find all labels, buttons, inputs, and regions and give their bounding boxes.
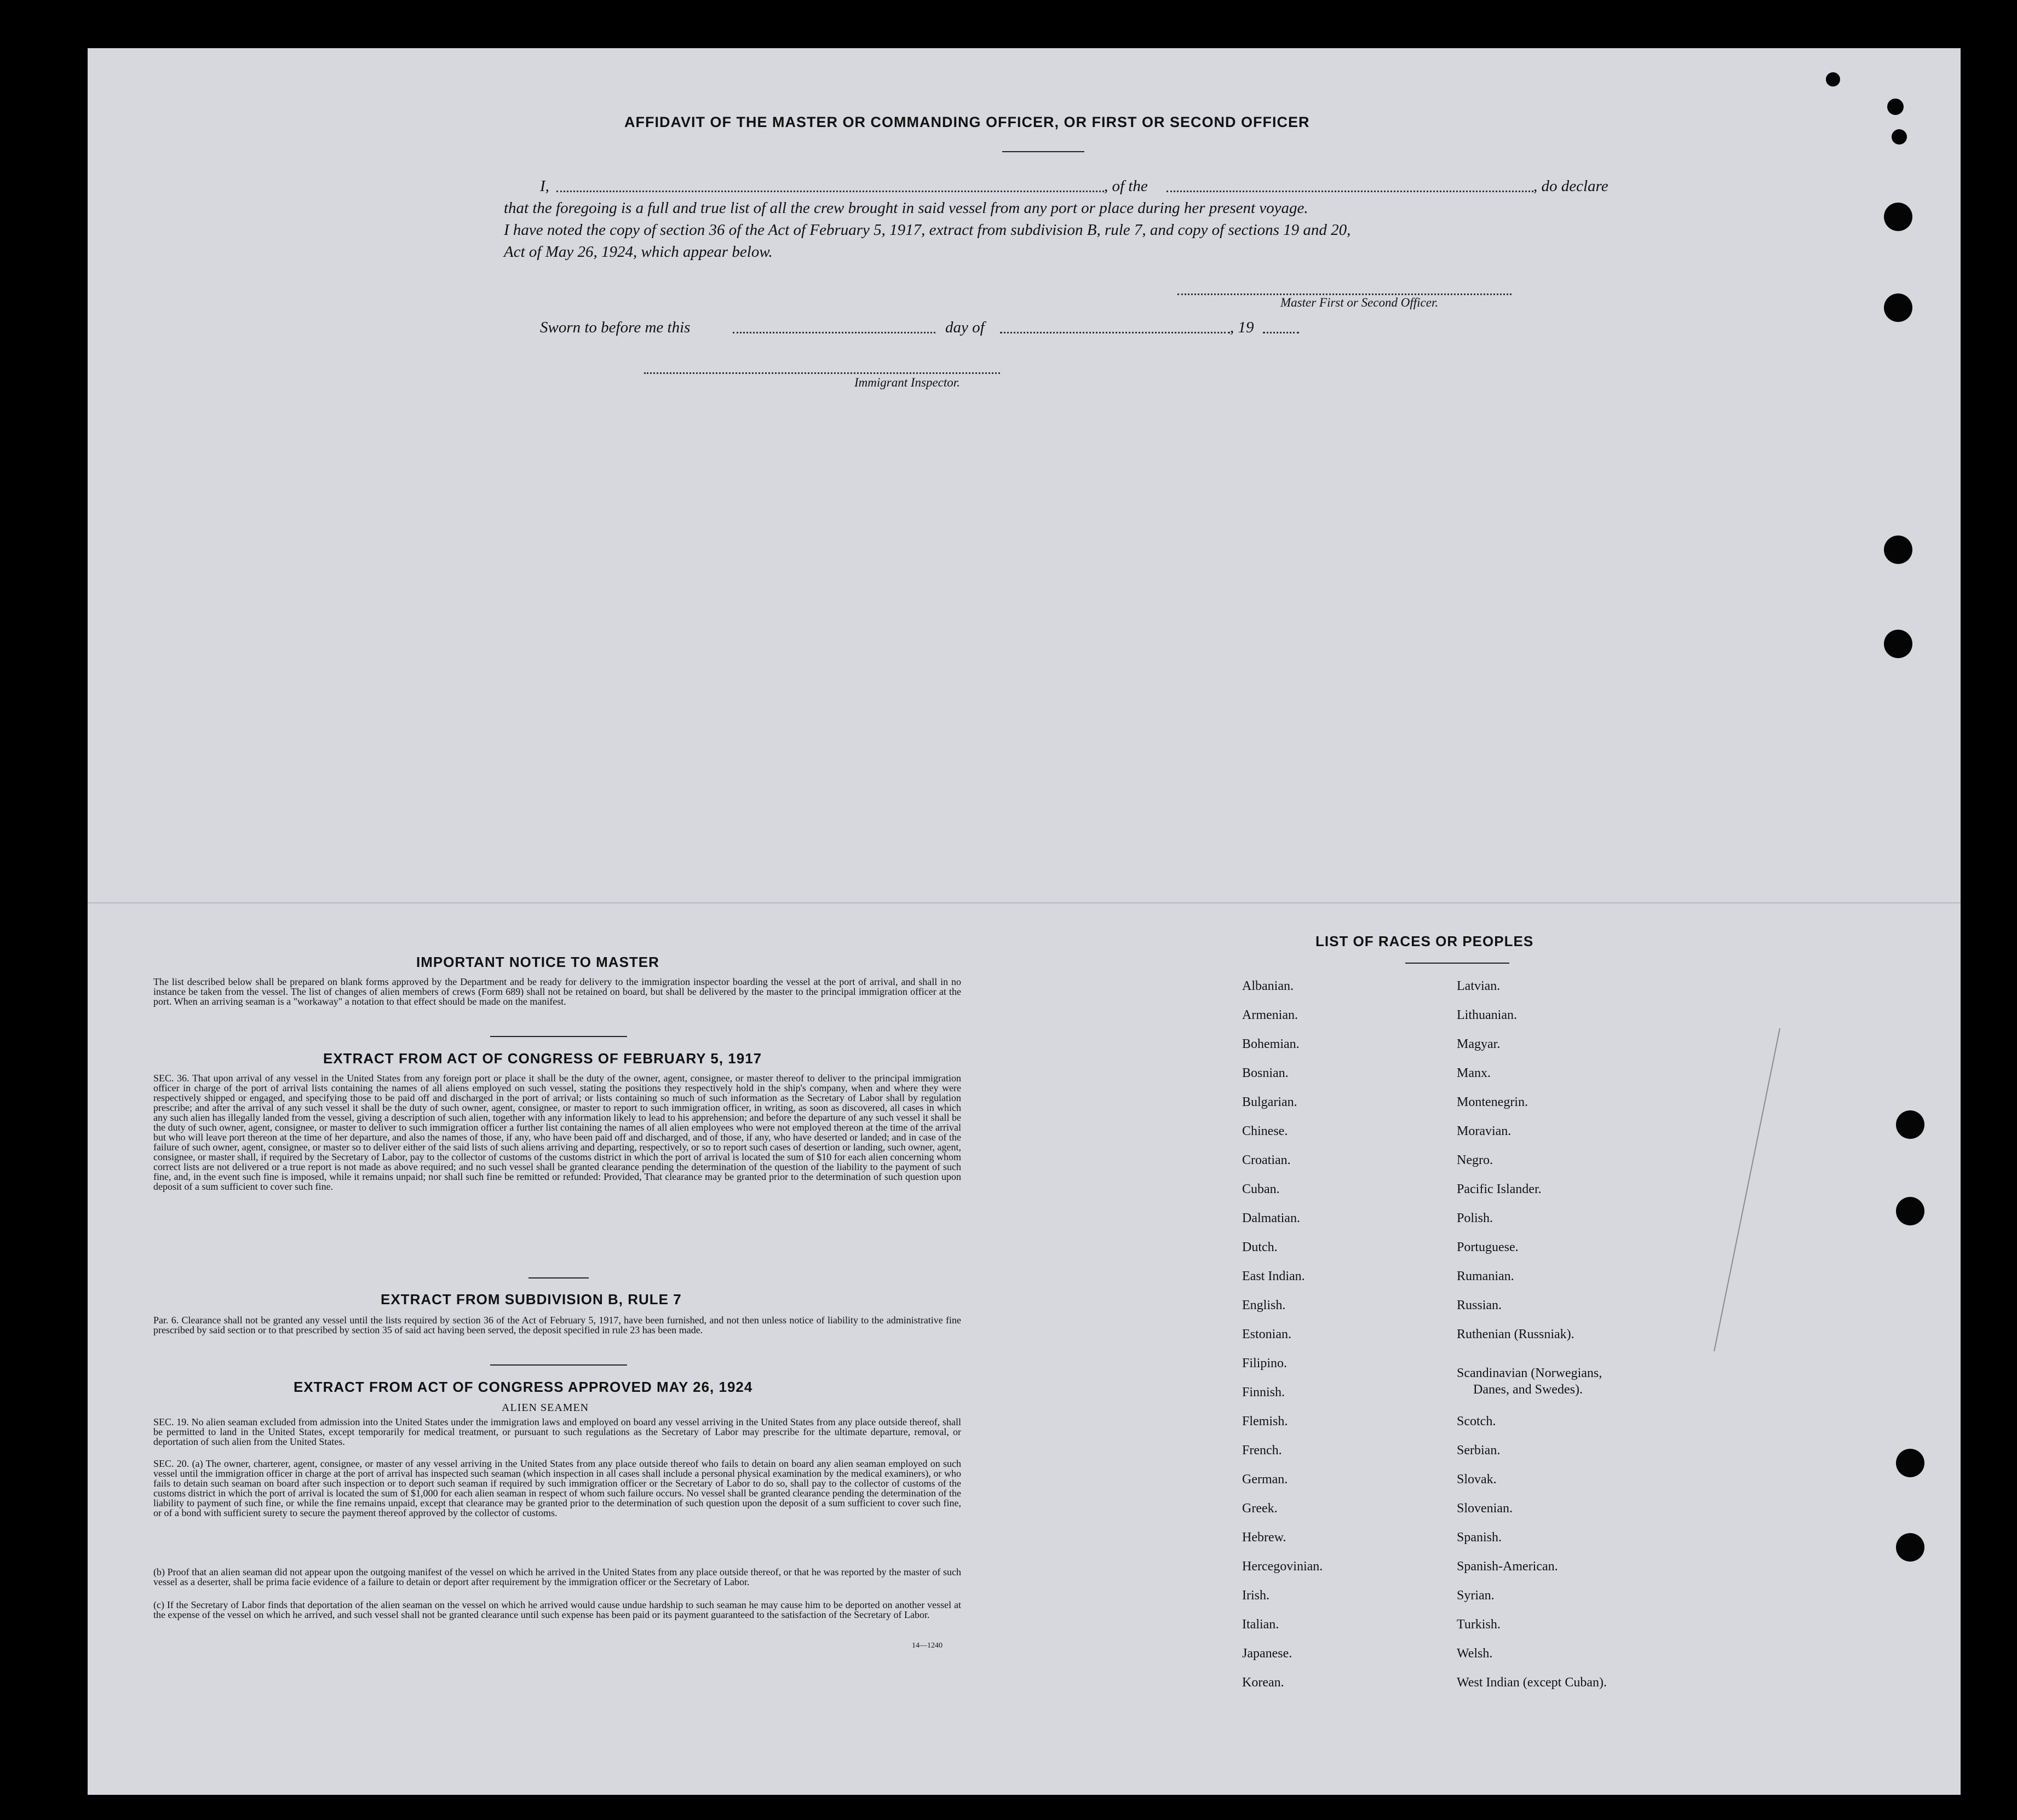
race-item: Latvian. <box>1457 979 1501 993</box>
race-item: Slovak. <box>1457 1472 1497 1487</box>
name-blank[interactable] <box>556 191 1104 192</box>
race-item: Scotch. <box>1457 1414 1496 1429</box>
punch-hole <box>1884 535 1912 564</box>
race-item: Cuban. <box>1242 1182 1280 1196</box>
race-item: Pacific Islander. <box>1457 1182 1542 1196</box>
master-signature-line[interactable] <box>1177 293 1512 295</box>
race-item: Russian. <box>1457 1298 1502 1312</box>
punch-hole <box>1892 129 1907 145</box>
race-item: Syrian. <box>1457 1588 1495 1603</box>
extract-1917-text: SEC. 36. That upon arrival of any vessel in the United States from any foreign port or place it shall be the duty of the owner, agent, consignee, or master thereof to deliver to the principal immigration officer in charge of the port of arrival lists containing the names of all aliens employed on such vessel, stating the positions they respectively hold in the ship's company, when and where they were respectively shipped or engaged, and specifying those to be paid off and discharged in the port of arrival; or lists containing so much of such information as the Secretary of Labor shall by regulation prescribe; and after the arrival of any such vessel it shall be the duty of such owner, agent, consignee, or master to report to such immigration officer, in writing, as soon as discovered, all cases in which any such alien has illegally landed from the vessel, giving a description of such alien, together with any information likely to lead to his apprehension; and before the departure of any such vessel it shall be the duty of such owner, agent, consignee, or master to deliver to such immigration officer a further list containing the names of all alien employees who were not employed thereon at the time of the arrival but who will leave port thereon at the time of her departure, and also the names of those, if any, who have been paid off and discharged, and of those, if any, who have deserted or landed; and in case of the failure of such owner, agent, consignee, or master so to deliver either of the said lists of such aliens arriving and departing, respectively, or so to report such cases of desertion or landing, such owner, agent, consignee, or master shall, if required by the Secretary of Labor, pay to the collector of customs of the customs district in which the port of arrival is located the sum of $10 for each alien concerning whom correct lists are not delivered or a true report is not made as above required; and no such vessel shall be granted clearance pending the determination of the question of the liability to the payment of such fine, and, in the event such fine is imposed, while it remains unpaid; nor shall such fine be remitted or refunded: Provided, That clearance may be granted prior to the determination of such question upon deposit of a sum sufficient to cover such fine. <box>153 1073 961 1192</box>
notice-heading: IMPORTANT NOTICE TO MASTER <box>416 954 659 970</box>
sec-20b-text: (b) Proof that an alien seaman did not appear upon the outgoing manifest of the vessel on which he arrived in the United States from any place outside thereof, or that he was reported by the master of such vessel as a deserter, shall be prima facie evidence of a failure to detain or deport after requirement by the immigration officer or the Secretary of Labor. <box>153 1566 961 1587</box>
race-item: Dalmatian. <box>1242 1211 1300 1225</box>
punch-hole <box>1884 203 1912 231</box>
fold-line <box>88 902 1961 903</box>
subdivision-b-rule <box>490 1364 627 1366</box>
race-item: Greek. <box>1242 1501 1278 1516</box>
sec-20c-text: (c) If the Secretary of Labor finds that deportation of the alien seaman on the vessel on which he arrived would cause undue hardship to such seaman he may cause him to be deported on another vessel at the expense of the vessel on which he arrived, and such vessel shall not be granted clearance until such expense has been paid or its payment guaranteed to the satisfaction of the Secretary of Labor. <box>153 1599 961 1620</box>
race-item: East Indian. <box>1242 1269 1305 1283</box>
affidavit-heading: AFFIDAVIT OF THE MASTER OR COMMANDING OFFICER, OR FIRST OR SECOND OFFICER <box>624 114 1310 130</box>
race-item: Armenian. <box>1242 1008 1298 1022</box>
extract-1917-heading: EXTRACT FROM ACT OF CONGRESS OF FEBRUARY 5, 1917 <box>323 1050 762 1067</box>
punch-hole <box>1887 99 1904 115</box>
race-item: Scandinavian (Norwegians, <box>1457 1366 1602 1380</box>
race-item: Negro. <box>1457 1153 1493 1167</box>
race-item: Turkish. <box>1457 1617 1501 1632</box>
sec-19-text: SEC. 19. No alien seaman excluded from admission into the United States under the immigration laws and employed on board any vessel arriving in the United States from any place outside thereof, shall be permitted to land in the United States, except temporarily for medical treatment, or pursuant to such regulations as the Secretary of Labor may prescribe for the ultimate departure, removal, or deportation of such alien from the United States. <box>153 1416 961 1447</box>
race-item: Chinese. <box>1242 1124 1288 1138</box>
race-item: Lithuanian. <box>1457 1008 1517 1022</box>
race-item: Magyar. <box>1457 1037 1501 1051</box>
race-item: West Indian (except Cuban). <box>1457 1675 1607 1690</box>
race-item: French. <box>1242 1443 1282 1458</box>
document-page <box>88 48 1961 1795</box>
race-item: Ruthenian (Russniak). <box>1457 1327 1574 1341</box>
race-item: Portuguese. <box>1457 1240 1519 1254</box>
punch-hole <box>1896 1449 1924 1477</box>
race-item: Filipino. <box>1242 1356 1288 1370</box>
race-item: Bohemian. <box>1242 1037 1300 1051</box>
affidavit-of-the: , of the <box>1104 177 1148 195</box>
race-item: Korean. <box>1242 1675 1284 1690</box>
race-item: Hebrew. <box>1242 1530 1286 1545</box>
affidavit-line3: I have noted the copy of section 36 of the Act of February 5, 1917, extract from subdivision B, rule 7, and copy of sections 19 and 20, <box>504 221 1351 239</box>
race-item: Albanian. <box>1242 979 1294 993</box>
affidavit-do-declare: , do declare <box>1533 177 1608 195</box>
alien-seamen-subheading: ALIEN SEAMEN <box>502 1402 589 1414</box>
punch-hole <box>1896 1197 1924 1225</box>
vessel-blank[interactable] <box>1166 191 1533 192</box>
races-heading: LIST OF RACES OR PEOPLES <box>1315 933 1534 949</box>
race-item: Moravian. <box>1457 1124 1512 1138</box>
subdivision-b-text: Par. 6. Clearance shall not be granted any vessel until the lists required by section 36 of the Act of February 5, 1917, have been furnished, and not then unless notice of liability to the administrative fine prescribed by said section or to that prescribed by section 35 of said act having been served, the deposit specified in rule 23 has been made. <box>153 1315 961 1335</box>
race-item: Serbian. <box>1457 1443 1501 1458</box>
race-item: Bosnian. <box>1242 1066 1289 1080</box>
punch-hole <box>1896 1533 1924 1562</box>
race-item: Irish. <box>1242 1588 1269 1603</box>
race-item: English. <box>1242 1298 1286 1312</box>
race-item: Italian. <box>1242 1617 1279 1632</box>
punch-hole <box>1826 72 1840 87</box>
punch-hole <box>1884 630 1912 658</box>
race-item: Hercegovinian. <box>1242 1559 1323 1574</box>
notice-text: The list described below shall be prepared on blank forms approved by the Department and be ready for delivery to the immigration inspector boarding the vessel at the port of arrival, and shall in no instance be taken from the vessel. The list of changes of alien members of crews (Form 689) shall not be retained on board, but shall be delivered by the master to the principal immigration officer at the port. When an arriving seaman is a "workaway" a notation to that effect should be made on the manifest. <box>153 976 961 1007</box>
race-item: Spanish. <box>1457 1530 1502 1545</box>
punch-hole <box>1896 1110 1924 1139</box>
sworn-day-blank[interactable] <box>733 332 935 333</box>
race-item: Flemish. <box>1242 1414 1288 1429</box>
day-of-text: day of <box>945 319 985 336</box>
affidavit-i: I, <box>540 177 549 195</box>
extract-1917-rule <box>528 1277 589 1278</box>
year-blank[interactable] <box>1263 332 1299 333</box>
race-item: Manx. <box>1457 1066 1491 1080</box>
race-item: Slovenian. <box>1457 1501 1513 1516</box>
sworn-text: Sworn to before me this <box>540 319 691 336</box>
race-item: Finnish. <box>1242 1385 1285 1399</box>
sworn-month-blank[interactable] <box>1000 332 1230 333</box>
master-signature-label: Master First or Second Officer. <box>1280 296 1439 309</box>
affidavit-line2: that the foregoing is a full and true list of all the crew brought in said vessel from any port or place during her present voyage. <box>504 199 1308 217</box>
inspector-signature-line[interactable] <box>644 372 1000 374</box>
race-item: Montenegrin. <box>1457 1095 1528 1109</box>
year-prefix: , 19 <box>1230 319 1254 336</box>
pencil-stroke <box>1709 1023 1785 1362</box>
race-item: Rumanian. <box>1457 1269 1514 1283</box>
race-item: Japanese. <box>1242 1646 1292 1661</box>
races-rule <box>1405 963 1509 964</box>
sec-20a-text: SEC. 20. (a) The owner, charterer, agent, consignee, or master of any vessel arriving in the United States from any place outside thereof who fails to detain on board any alien seaman employed on such vessel until the immigration officer in charge at the port of arrival has inspected such seaman (which inspection in all cases shall include a personal physical examination by the medical examiners), or who fails to detain such seaman on board after such inspection or to deport such seaman if required by such immigration officer or the Secretary of Labor to do so, shall pay to the collector of customs of the customs district in which the port of arrival is located the sum of $1,000 for each alien seaman in respect of whom such failure occurs. No vessel shall be granted clearance pending the determination of the liability to payment of such fine, or while the fine remains unpaid, except that clearance may be granted prior to the determination of such question upon the deposit of a sum sufficient to cover such fine, or of a bond with sufficient surety to secure the payment thereof approved by the collector of customs. <box>153 1458 961 1518</box>
extract-1924-heading: EXTRACT FROM ACT OF CONGRESS APPROVED MAY 26, 1924 <box>294 1379 753 1395</box>
notice-rule <box>490 1036 627 1037</box>
form-number: 14—1240 <box>912 1642 943 1650</box>
race-item: Bulgarian. <box>1242 1095 1297 1109</box>
race-item: Welsh. <box>1457 1646 1493 1661</box>
race-item: Estonian. <box>1242 1327 1291 1341</box>
affidavit-line4: Act of May 26, 1924, which appear below. <box>504 243 773 261</box>
race-item: German. <box>1242 1472 1288 1487</box>
race-item: Danes, and Swedes). <box>1473 1383 1583 1397</box>
race-item: Croatian. <box>1242 1153 1291 1167</box>
heading-rule <box>1002 151 1084 152</box>
race-item: Polish. <box>1457 1211 1493 1225</box>
inspector-label: Immigrant Inspector. <box>854 376 960 389</box>
subdivision-b-heading: EXTRACT FROM SUBDIVISION B, RULE 7 <box>381 1291 682 1308</box>
race-item: Spanish-American. <box>1457 1559 1558 1574</box>
race-item: Dutch. <box>1242 1240 1278 1254</box>
punch-hole <box>1884 293 1912 322</box>
